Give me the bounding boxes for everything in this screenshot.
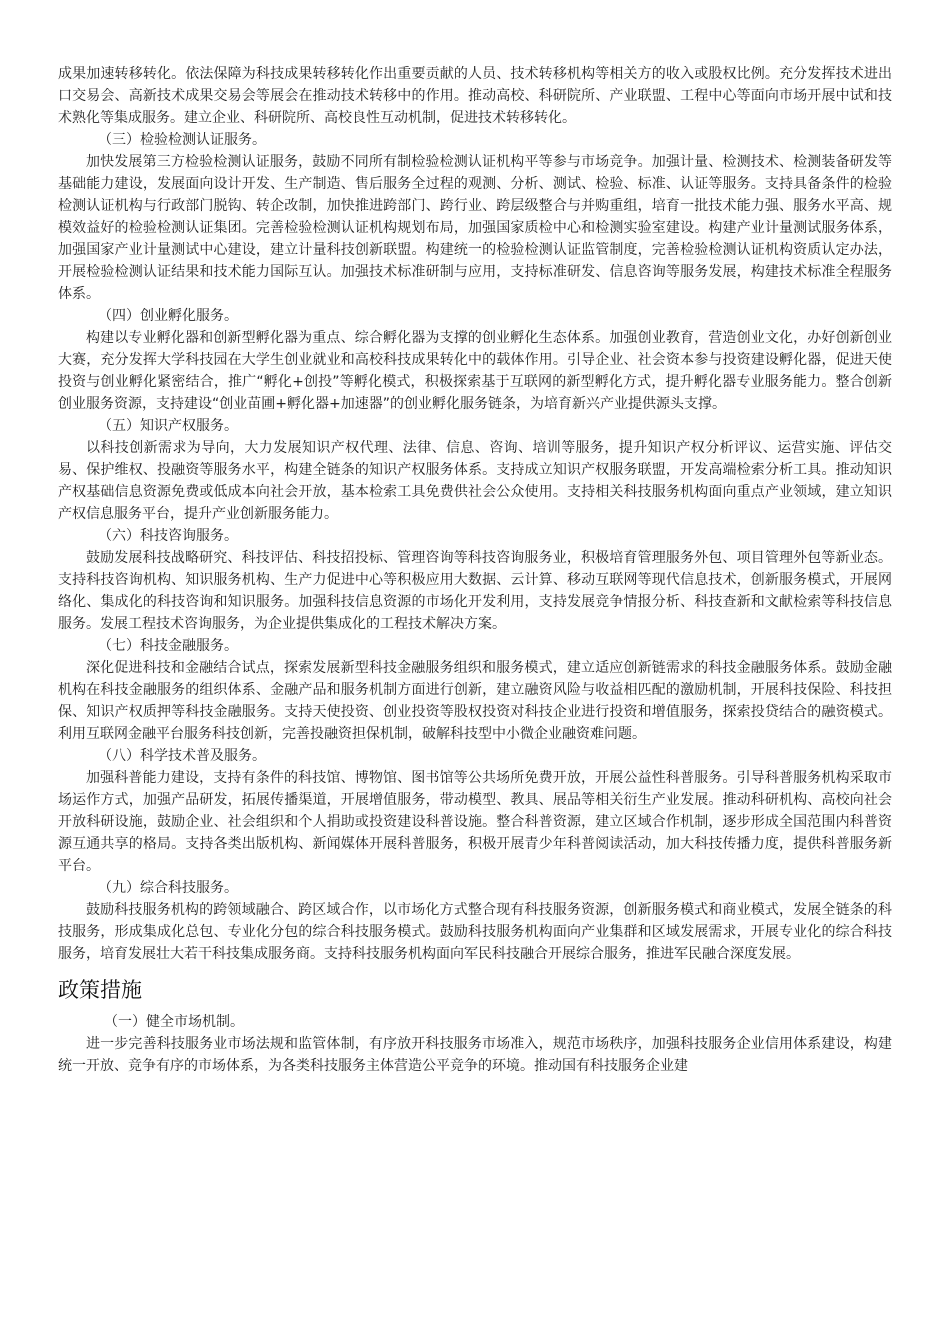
section-heading: （七）科技金融服务。 <box>98 638 238 654</box>
section-incubation <box>58 305 892 415</box>
section-body: 以科技创新需求为导向，大力发展知识产权代理、法律、信息、咨询、培训等服务，提升知识产权分析评议、运营实施、评估交易、保护维权、投融资等服务水平，构建全链条的知识产权服务体系。支持成立知识产权服务联盟，开发高端检索分析工具。推动知识产权基础信息资源免费或低成本向社会开放，基本检索工具免费供社会公众使用。支持相关科技服务机构面向重点产业领域，建立知识产权信息服务平台，提升产业创新服务能力。 <box>58 440 892 522</box>
section-body: 加快发展第三方检验检测认证服务，鼓励不同所有制检验检测认证机构平等参与市场竞争。加强计量、检测技术、检测装备研发等基础能力建设，发展面向设计开发、生产制造、售后服务全过程的观测、分析、测试、检验、标准、认证等服务。支持具备条件的检验检测认证机构与行政部门脱钩、转企改制，加快推进跨部门、跨行业、跨层级整合与并购重组，培育一批技术能力强、服务水平高、规模效益好的检验检测认证集团。完善检验检测认证机构规划布局，加强国家质检中心和检测实验室建设。构建产业计量测试服务体系，加强国家产业计量测试中心建设，建立计量科技创新联盟。构建统一的检验检测认证监管制度，完善检验检测认证机构资质认定办法，开展检验检测认证结果和技术能力国际互认。加强技术标准研制与应用，支持标准研发、信息咨询等服务发展，构建技术标准全程服务体系。 <box>58 154 892 302</box>
section-consulting <box>58 525 892 635</box>
section-market-mechanism <box>58 1011 892 1077</box>
section-body: 构建以专业孵化器和创新型孵化器为重点、综合孵化器为支撑的创业孵化生态体系。加强创业教育，营造创业文化，办好创新创业大赛，充分发挥大学科技园在大学生创业就业和高校科技成果转化中的载体作用。引导企业、社会资本参与投资建设孵化器，促进天使投资与创业孵化紧密结合，推广“孵化+创投”等孵化模式，积极探索基于互联网的新型孵化方式，提升孵化器专业服务能力。整合创新创业服务资源，支持建设“创业苗圃+孵化器+加速器”的创业孵化服务链条，为培育新兴产业提供源头支撑。 <box>58 330 892 412</box>
section-inspection <box>58 129 892 305</box>
section-heading: （一）健全市场机制。 <box>104 1014 244 1030</box>
section-heading: （四）创业孵化服务。 <box>98 308 238 324</box>
intro-paragraph: 成果加速转移转化。依法保障为科技成果转移转化作出重要贡献的人员、技术转移机构等相关方的收入或股权比例。充分发挥技术进出口交易会、高新技术成果交易会等展会在推动技术转移中的作用。推动高校、科研院所、产业联盟、工程中心等面向市场开展中试和技术熟化等集成服务。建立企业、科研院所、高校良性互动机制，促进技术转移转化。 <box>58 66 892 126</box>
section-heading: （九）综合科技服务。 <box>98 880 238 896</box>
section-heading: （八）科学技术普及服务。 <box>98 748 266 764</box>
section-ip <box>58 415 892 525</box>
section-body: 鼓励科技服务机构的跨领域融合、跨区域合作，以市场化方式整合现有科技服务资源，创新服务模式和商业模式，发展全链条的科技服务，形成集成化总包、专业化分包的综合科技服务模式。鼓励科技服务机构面向产业集群和区域发展需求，开展专业化的综合科技服务，培育发展壮大若干科技集成服务商。支持科技服务机构面向军民科技融合开展综合服务，推进军民融合深度发展。 <box>58 902 892 962</box>
section-finance <box>58 635 892 745</box>
section-heading: （三）检验检测认证服务。 <box>98 132 266 148</box>
section-body: 鼓励发展科技战略研究、科技评估、科技招投标、管理咨询等科技咨询服务业，积极培育管理服务外包、项目管理外包等新业态。支持科技咨询机构、知识服务机构、生产力促进中心等积极应用大数据、云计算、移动互联网等现代信息技术，创新服务模式，开展网络化、集成化的科技咨询和知识服务。加强科技信息资源的市场化开发利用，支持发展竞争情报分析、科技查新和文献检索等科技信息服务。发展工程技术咨询服务，为企业提供集成化的工程技术解决方案。 <box>58 550 892 632</box>
section-integrated-services <box>58 877 892 965</box>
section-body: 加强科普能力建设，支持有条件的科技馆、博物馆、图书馆等公共场所免费开放，开展公益性科普服务。引导科普服务机构采取市场运作方式，加强产品研发，拓展传播渠道，开展增值服务，带动模型、教具、展品等相关衍生产业发展。推动科研机构、高校向社会开放科研设施，鼓励企业、社会组织和个人捐助或投资建设科普设施。整合科普资源，建立区域合作机制，逐步形成全国范围内科普资源互通共享的格局。支持各类出版机构、新闻媒体开展科普服务，积极开展青少年科普阅读活动，加大科技传播力度，提供科普服务新平台。 <box>58 770 892 874</box>
section-body: 深化促进科技和金融结合试点，探索发展新型科技金融服务组织和服务模式，建立适应创新链需求的科技金融服务体系。鼓励金融机构在科技金融服务的组织体系、金融产品和服务机制方面进行创新，建立融资风险与收益相匹配的激励机制，开展科技保险、科技担保、知识产权质押等科技金融服务。支持天使投资、创业投资等股权投资对科技企业进行投资和增值服务，探索投贷结合的融资模式。利用互联网金融平台服务科技创新，完善投融资担保机制，破解科技型中小微企业融资难问题。 <box>58 660 892 742</box>
section-heading: （六）科技咨询服务。 <box>98 528 238 544</box>
section-science-popularization <box>58 745 892 877</box>
policy-title: 政策措施 <box>58 978 142 1002</box>
section-heading: （五）知识产权服务。 <box>98 418 238 434</box>
section-body: 进一步完善科技服务业市场法规和监管体制，有序放开科技服务市场准入，规范市场秩序，加强科技服务企业信用体系建设，构建统一开放、竞争有序的市场体系，为各类科技服务主体营造公平竞争的环境。推动国有科技服务企业建 <box>58 1036 892 1074</box>
